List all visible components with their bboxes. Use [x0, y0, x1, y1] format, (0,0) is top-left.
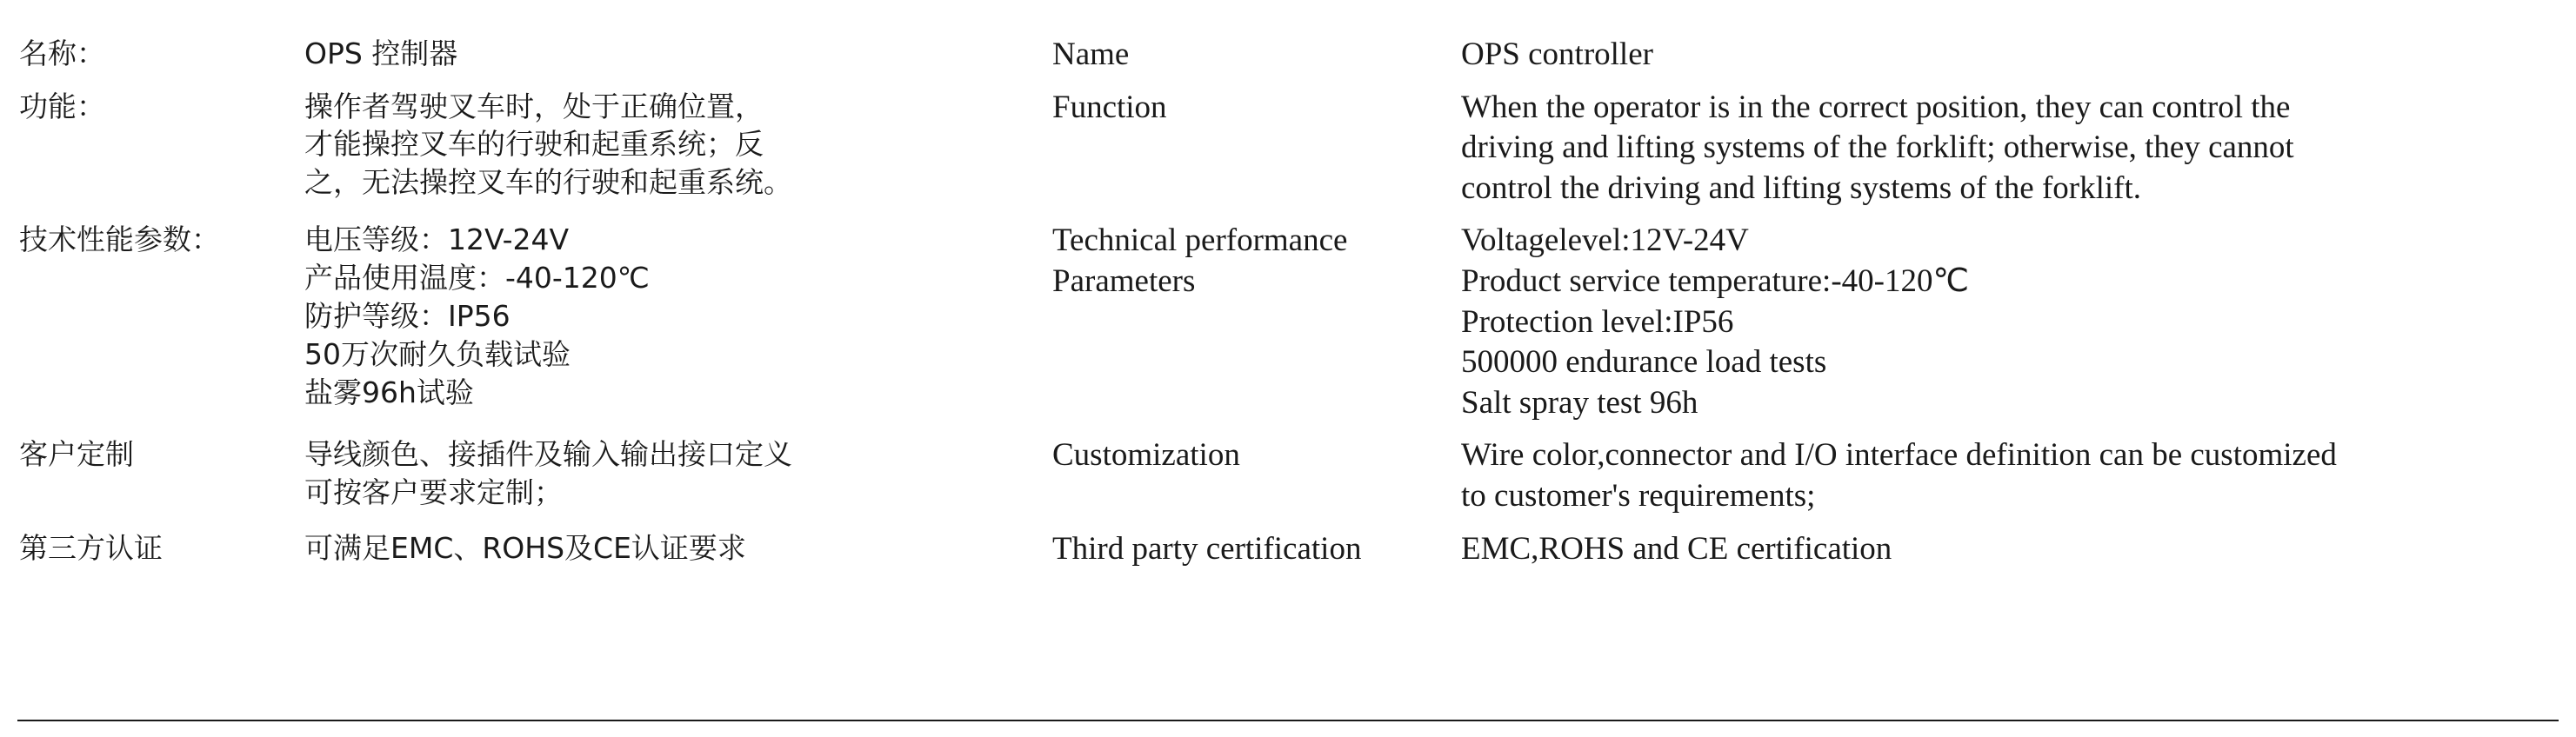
- row-label-zh: 客户定制: [19, 437, 134, 472]
- row-value-en: EMC,ROHS and CE certification: [1461, 530, 1892, 567]
- row-value-en: Wire color,connector and I/O interface definition can be customized to customer's requirements;: [1461, 437, 2337, 515]
- row-value-zh: OPS 控制器: [304, 37, 458, 70]
- table-row: [0, 221, 2576, 435]
- table-row: [0, 35, 2576, 88]
- row-value-zh: 操作者驾驶叉车时，处于正确位置， 才能操控叉车的行驶和起重系统；反 之，无法操控叉车的行驶和起重系统。: [304, 89, 792, 200]
- row-value-en: Voltagelevel:12V-24V Product service temperature:-40-120℃ Protection level:IP56 500000 endurance load tests Salt spray test 96h: [1461, 222, 1970, 421]
- row-label-en: Name: [1052, 37, 1130, 72]
- row-label-zh: 技术性能参数：: [19, 222, 220, 257]
- row-label-en: Third party certification: [1052, 530, 1362, 567]
- row-value-en: When the operator is in the correct position, they can control the driving and lifting systems of the forklift; otherwise, they cannot control the driving and lifting systems of the forklift.: [1461, 89, 2294, 206]
- row-label-en: Function: [1052, 89, 1167, 125]
- specification-table: [0, 35, 2576, 581]
- row-value-zh: 导线颜色、接插件及输入输出接口定义 可按客户要求定制；: [304, 437, 792, 510]
- row-label-en: Technical performance Parameters: [1052, 222, 1348, 300]
- row-value-en: OPS controller: [1461, 37, 1653, 72]
- table-row: [0, 435, 2576, 528]
- row-label-zh: 功能：: [19, 89, 105, 123]
- row-value-zh: 电压等级：12V-24V 产品使用温度：-40-120℃ 防护等级：IP56 50万次耐久负载试验 盐雾96h试验: [304, 222, 650, 409]
- row-label-zh: 第三方认证: [19, 530, 163, 565]
- table-row: [0, 529, 2576, 582]
- row-label-zh: 名称：: [19, 37, 105, 70]
- table-row: [0, 88, 2576, 222]
- row-label-en: Customization: [1052, 437, 1240, 474]
- row-value-zh: 可满足EMC、ROHS及CE认证要求: [304, 530, 746, 565]
- bottom-divider: [17, 720, 2559, 721]
